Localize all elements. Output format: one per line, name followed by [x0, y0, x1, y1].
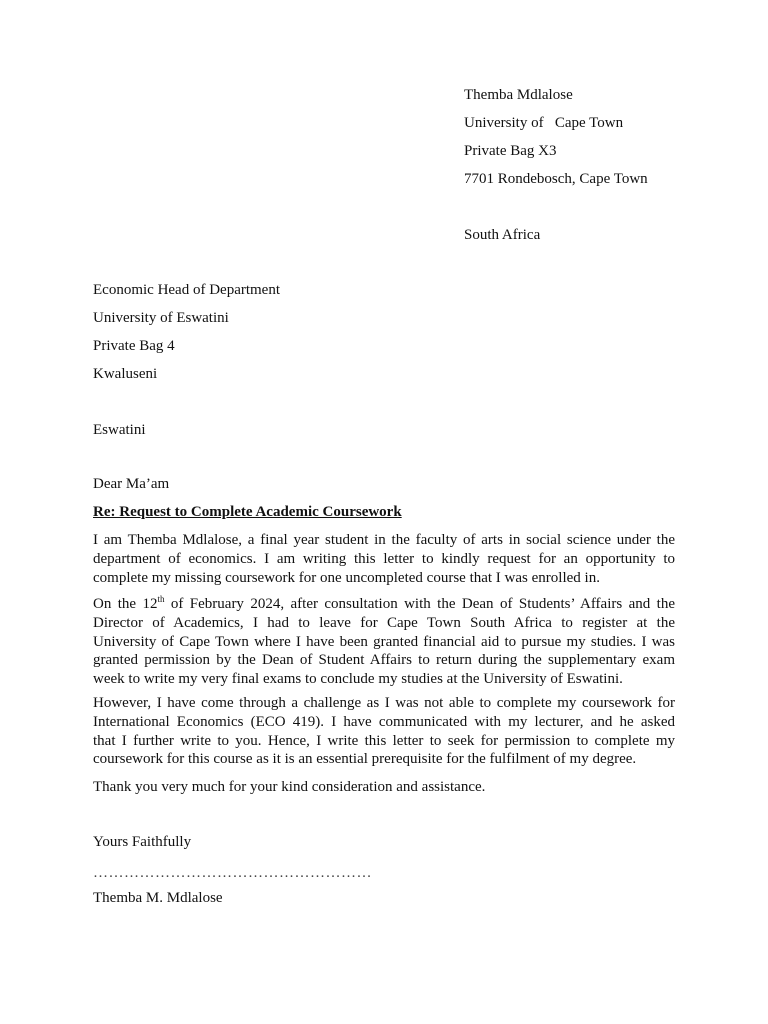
body-paragraph-3 [93, 694, 675, 769]
recipient-title: Economic Head of Department [93, 282, 281, 298]
thanks-line: Thank you very much for your kind consideration and assistance. [93, 779, 486, 795]
salutation: Dear Ma’am [93, 476, 170, 492]
text-line: International Economics (ECO 419). I have communicated with my lecturer, and he asked [93, 713, 675, 730]
text-line: granted permission by the Dean of Student Affairs to return during the supplementary exam [93, 652, 675, 669]
text-fragment: On the 12 [93, 596, 158, 612]
body-paragraph-2 [93, 595, 675, 689]
sender-country: South Africa [464, 227, 541, 243]
signature-name: Themba M. Mdlalose [93, 890, 223, 906]
closing: Yours Faithfully [93, 834, 192, 850]
sender-address-line-1: Private Bag X3 [464, 143, 557, 159]
text-line: that I further write to you. Hence, I write this letter to seek for permission to complete my [93, 732, 675, 749]
recipient-country: Eswatini [93, 422, 146, 438]
text-line [93, 595, 675, 614]
superscript: th [157, 594, 165, 604]
body-paragraph-1 [93, 531, 675, 587]
text-line: I am Themba Mdlalose, a final year student in the faculty of arts in social science under the [93, 532, 675, 548]
recipient-address-line-2: Kwaluseni [93, 366, 158, 382]
text-line: However, I have come through a challenge as I was not able to complete my coursework for [93, 695, 675, 711]
sender-address-line-2: 7701 Rondebosch, Cape Town [464, 171, 648, 187]
sender-name: Themba Mdlalose [464, 87, 573, 103]
text-line: coursework for this course as it is an essential prerequisite for the fulfilment of my degree. [93, 751, 637, 768]
text-line: Director of Academics, I had to leave for Cape Town South Africa to register at the [93, 614, 675, 631]
text-line: complete my missing coursework for one uncompleted course that I was enrolled in. [93, 569, 600, 586]
text-fragment: of February 2024, after consultation with the Dean of Students’ Affairs and the [164, 596, 675, 612]
text-line: week to write my very final exams to conclude my studies at the University of Eswatini. [93, 671, 623, 688]
text-line: University of Cape Town where I have been granted financial aid to pursue my studies. I was [93, 633, 675, 650]
recipient-address-line-1: Private Bag 4 [93, 338, 175, 354]
text-line: department of economics. I am writing this letter to kindly request for an opportunity to [93, 550, 675, 567]
sender-institution: University of Cape Town [464, 115, 624, 131]
subject-line: Re: Request to Complete Academic Coursework [93, 504, 402, 520]
recipient-institution: University of Eswatini [93, 310, 229, 326]
signature-line: ……………………………………………… [93, 865, 372, 881]
